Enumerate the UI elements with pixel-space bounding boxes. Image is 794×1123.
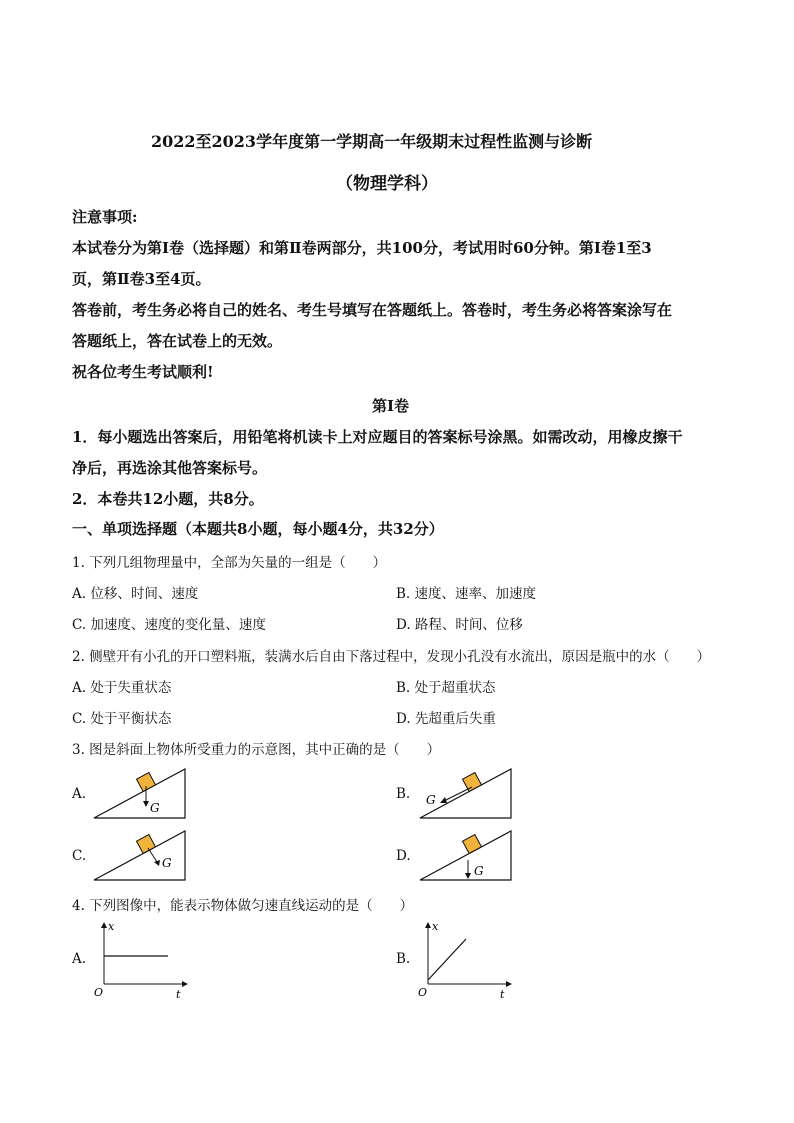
notice-line-3: 答卷前，考生务必将自己的姓名、考生号填写在答题纸上。答卷时，考生务必将答案涂写在 (72, 301, 673, 319)
notice-line-2: 页，第Ⅱ卷3至4页。 (72, 270, 211, 288)
x-axis-arrowhead (182, 981, 188, 987)
notice-line-5: 祝各位考生考试顺利! (72, 363, 214, 381)
graph-line (428, 939, 466, 980)
q3-option-d-label: D. (396, 848, 411, 864)
q3-figure-b (416, 764, 516, 822)
q4-option-b-label: B. (396, 951, 411, 967)
rule-2: 2．本卷共12小题，共8分。 (72, 490, 264, 508)
block (137, 835, 156, 854)
part-heading: 一、单项选择题（本题共8小题，每小题4分，共32分） (72, 520, 444, 538)
force-label: G (426, 793, 436, 807)
x-axis-arrowhead (506, 981, 512, 987)
rule-1-line-2: 净后，再选涂其他答案标号。 (72, 459, 268, 477)
exam-title: 2022至2023学年度第一学期高一年级期末过程性监测与诊断 (151, 132, 593, 151)
gravity-arrowhead (440, 797, 447, 803)
y-axis-label: x (432, 920, 439, 933)
gravity-arrowhead (154, 860, 160, 866)
q3-option-c-label: C. (72, 848, 87, 864)
force-label: G (150, 801, 160, 815)
gravity-arrowhead (143, 801, 149, 807)
notice-line-4: 答题纸上，答在试卷上的无效。 (72, 332, 283, 350)
incline-triangle (94, 769, 185, 818)
gravity-arrow-line (444, 787, 472, 801)
x-axis-label: t (176, 988, 181, 1000)
q3-option-a-label: A. (72, 786, 87, 802)
q2-stem: 2. 侧壁开有小孔的开口塑料瓶，装满水后自由下落过程中，发现小孔没有水流出，原因是瓶中的水（ ） (72, 649, 711, 665)
notice-line-1: 本试卷分为第Ⅰ卷（选择题）和第Ⅱ卷两部分，共100分，考试用时60分钟。第Ⅰ卷1至3 (72, 239, 652, 257)
q4-stem: 4. 下列图像中，能表示物体做匀速直线运动的是（ ） (72, 898, 414, 914)
q1-option-b: B. 速度、速率、加速度 (396, 586, 537, 602)
gravity-arrowhead (465, 873, 471, 879)
q1-stem: 1. 下列几组物理量中，全部为矢量的一组是（ ） (72, 555, 387, 571)
q4-option-a-label: A. (72, 951, 87, 967)
q3-figure-d (416, 826, 516, 884)
q1-option-c: C. 加速度、速度的变化量、速度 (72, 617, 266, 633)
incline-triangle (420, 831, 511, 880)
block (463, 773, 482, 792)
exam-subject: （物理学科） (336, 174, 438, 194)
section-title: 第Ⅰ卷 (372, 397, 410, 415)
origin-label: O (94, 986, 104, 999)
x-axis-label: t (500, 988, 505, 1000)
q1-option-a: A. 位移、时间、速度 (72, 586, 199, 602)
notice-heading: 注意事项: (72, 208, 138, 226)
block (463, 835, 482, 854)
y-axis-arrowhead (425, 922, 431, 928)
q2-option-b: B. 处于超重状态 (396, 680, 496, 696)
origin-label: O (418, 986, 428, 999)
y-axis-arrowhead (101, 922, 107, 928)
q4-graph-a (92, 918, 192, 1000)
q1-option-d: D. 路程、时间、位移 (396, 617, 523, 633)
q3-figure-a (90, 764, 190, 822)
q3-option-b-label: B. (396, 786, 411, 802)
gravity-arrow-line (148, 848, 157, 862)
force-label: G (162, 856, 172, 870)
force-label: G (474, 864, 484, 878)
rule-1-line-1: 1．每小题选出答案后，用铅笔将机读卡上对应题目的答案标号涂黑。如需改动，用橡皮擦干 (72, 428, 683, 446)
y-axis-label: x (108, 920, 115, 933)
q2-option-c: C. 处于平衡状态 (72, 711, 172, 727)
q2-option-d: D. 先超重后失重 (396, 711, 496, 727)
q4-graph-b (416, 918, 516, 1000)
q3-figure-c (90, 826, 190, 884)
q3-stem: 3. 图是斜面上物体所受重力的示意图，其中正确的是（ ） (72, 742, 441, 758)
q2-option-a: A. 处于失重状态 (72, 680, 172, 696)
